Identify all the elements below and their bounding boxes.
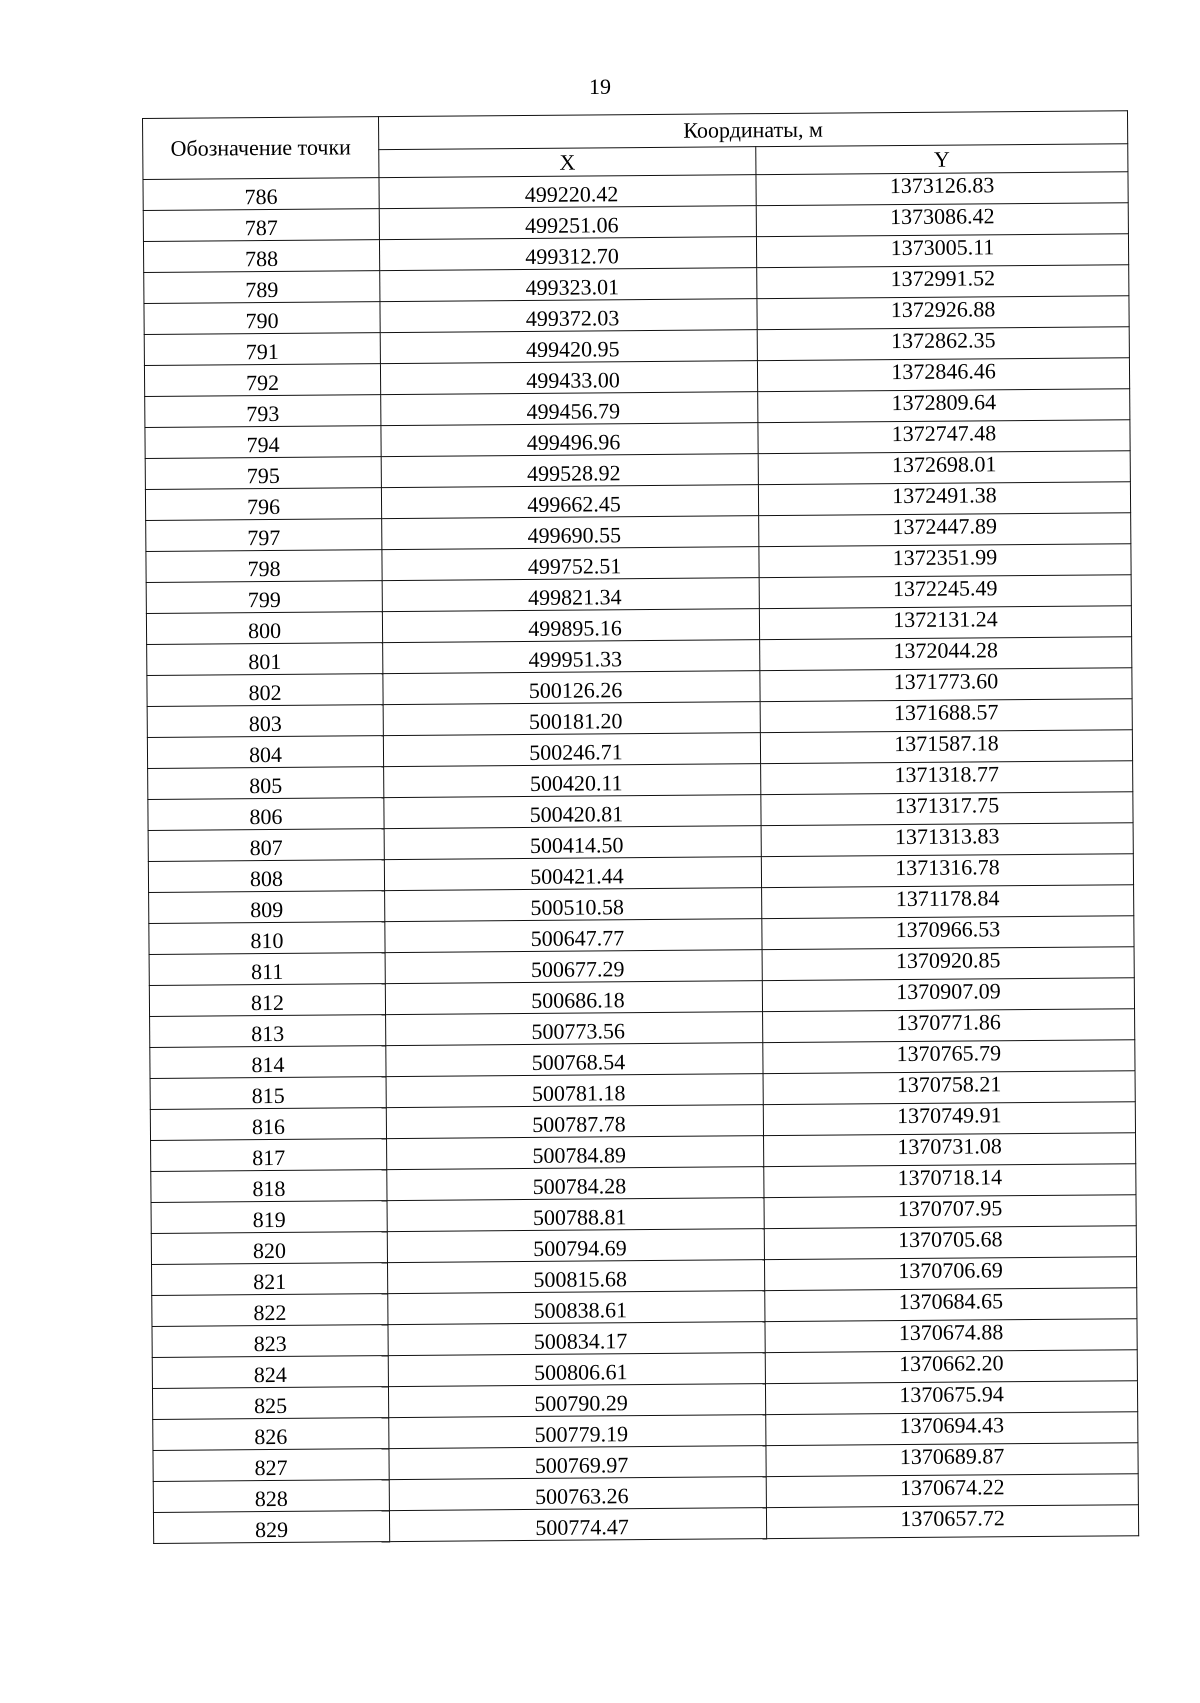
y-header: Y — [756, 144, 1128, 175]
y-coordinate-cell: 1370749.91 — [763, 1102, 1135, 1136]
x-coordinate-cell: 500784.89 — [387, 1136, 764, 1170]
x-coordinate-cell: 500838.61 — [388, 1291, 765, 1325]
y-coordinate-cell: 1370907.09 — [762, 978, 1134, 1012]
y-coordinate-cell: 1370675.94 — [765, 1381, 1137, 1415]
point-cell: 827 — [153, 1449, 389, 1482]
point-cell: 822 — [152, 1294, 388, 1327]
x-coordinate-cell: 500768.54 — [386, 1043, 763, 1077]
x-coordinate-cell: 500784.28 — [387, 1167, 764, 1201]
point-cell: 798 — [146, 550, 382, 583]
point-cell: 820 — [151, 1232, 387, 1265]
y-coordinate-cell: 1370706.69 — [764, 1257, 1136, 1291]
point-cell: 828 — [153, 1480, 389, 1513]
point-cell: 812 — [149, 984, 385, 1017]
y-coordinate-cell: 1372447.89 — [759, 513, 1131, 547]
y-coordinate-cell: 1372245.49 — [759, 575, 1131, 609]
x-coordinate-cell: 499220.42 — [379, 175, 756, 209]
y-coordinate-cell: 1372044.28 — [760, 637, 1132, 671]
coordinates-table — [142, 110, 1139, 1544]
point-cell: 799 — [146, 581, 382, 614]
y-coordinate-cell: 1370689.87 — [766, 1443, 1138, 1477]
y-coordinate-cell: 1370674.22 — [766, 1474, 1138, 1508]
y-coordinate-cell: 1372747.48 — [758, 420, 1130, 454]
point-cell: 786 — [143, 178, 379, 211]
point-cell: 818 — [151, 1170, 387, 1203]
y-coordinate-cell: 1371317.75 — [761, 792, 1133, 826]
x-coordinate-cell: 500773.56 — [386, 1012, 763, 1046]
x-coordinate-cell: 499251.06 — [379, 206, 756, 240]
x-coordinate-cell: 499951.33 — [383, 640, 760, 674]
y-coordinate-cell: 1371313.83 — [761, 823, 1133, 857]
y-coordinate-cell: 1370731.08 — [764, 1133, 1136, 1167]
point-cell: 826 — [153, 1418, 389, 1451]
y-coordinate-cell: 1372491.38 — [758, 482, 1130, 516]
y-coordinate-cell: 1372926.88 — [757, 296, 1129, 330]
x-coordinate-cell: 500763.26 — [389, 1477, 766, 1511]
table-row — [153, 1505, 1138, 1544]
point-cell: 802 — [147, 674, 383, 707]
y-coordinate-cell: 1372698.01 — [758, 451, 1130, 485]
y-coordinate-cell: 1373005.11 — [756, 234, 1128, 268]
point-cell: 811 — [149, 953, 385, 986]
y-coordinate-cell: 1370694.43 — [766, 1412, 1138, 1446]
point-cell: 793 — [145, 395, 381, 428]
x-coordinate-cell: 500787.78 — [386, 1105, 763, 1139]
x-coordinate-cell: 500510.58 — [385, 888, 762, 922]
y-coordinate-cell: 1372809.64 — [758, 389, 1130, 423]
x-coordinate-cell: 500769.97 — [389, 1446, 766, 1480]
x-coordinate-cell: 500806.61 — [388, 1353, 765, 1387]
y-coordinate-cell: 1372131.24 — [759, 606, 1131, 640]
point-cell: 800 — [146, 612, 382, 645]
y-coordinate-cell: 1370758.21 — [763, 1071, 1135, 1105]
x-coordinate-cell: 500794.69 — [387, 1229, 764, 1263]
x-coordinate-cell: 500647.77 — [385, 919, 762, 953]
page-number: 19 — [589, 74, 611, 99]
x-coordinate-cell: 500788.81 — [387, 1198, 764, 1232]
x-coordinate-cell: 500181.20 — [383, 702, 760, 736]
y-coordinate-cell: 1372862.35 — [757, 327, 1129, 361]
point-cell: 801 — [147, 643, 383, 676]
point-cell: 808 — [148, 860, 384, 893]
y-coordinate-cell: 1370920.85 — [762, 947, 1134, 981]
x-coordinate-cell: 500815.68 — [387, 1260, 764, 1294]
x-coordinate-cell: 500421.44 — [384, 857, 761, 891]
x-header: X — [379, 147, 756, 178]
x-coordinate-cell: 499420.95 — [380, 330, 757, 364]
x-coordinate-cell: 500677.29 — [385, 950, 762, 984]
table-body — [143, 172, 1139, 1544]
point-cell: 795 — [145, 457, 381, 490]
point-designation-header: Обозначение точки — [143, 117, 379, 180]
x-coordinate-cell: 500774.47 — [389, 1508, 766, 1542]
y-coordinate-cell: 1370674.88 — [765, 1319, 1137, 1353]
y-coordinate-cell: 1371316.78 — [761, 854, 1133, 888]
point-cell: 819 — [151, 1201, 387, 1234]
point-cell: 794 — [145, 426, 381, 459]
y-coordinate-cell: 1371178.84 — [762, 885, 1134, 919]
point-cell: 790 — [144, 302, 380, 335]
point-cell: 825 — [152, 1387, 388, 1420]
x-coordinate-cell: 499662.45 — [381, 485, 758, 519]
x-coordinate-cell: 500246.71 — [383, 733, 760, 767]
y-coordinate-cell: 1373126.83 — [756, 172, 1128, 206]
x-coordinate-cell: 500414.50 — [384, 826, 761, 860]
y-coordinate-cell: 1370657.72 — [766, 1505, 1138, 1539]
x-coordinate-cell: 500834.17 — [388, 1322, 765, 1356]
y-coordinate-cell: 1372991.52 — [757, 265, 1129, 299]
point-cell: 821 — [152, 1263, 388, 1296]
y-coordinate-cell: 1370718.14 — [764, 1164, 1136, 1198]
coordinates-header: Координаты, м — [378, 111, 1127, 150]
y-coordinate-cell: 1372846.46 — [757, 358, 1129, 392]
point-cell: 797 — [146, 519, 382, 552]
x-coordinate-cell: 499528.92 — [381, 454, 758, 488]
y-coordinate-cell: 1370684.65 — [765, 1288, 1137, 1322]
y-coordinate-cell: 1370705.68 — [764, 1226, 1136, 1260]
y-coordinate-cell: 1370771.86 — [763, 1009, 1135, 1043]
y-coordinate-cell: 1371318.77 — [761, 761, 1133, 795]
point-cell: 789 — [144, 271, 380, 304]
y-coordinate-cell: 1370966.53 — [762, 916, 1134, 950]
point-cell: 792 — [144, 364, 380, 397]
x-coordinate-cell: 499895.16 — [382, 609, 759, 643]
point-cell: 809 — [149, 891, 385, 924]
point-cell: 810 — [149, 922, 385, 955]
y-coordinate-cell: 1370707.95 — [764, 1195, 1136, 1229]
y-coordinate-cell: 1370765.79 — [763, 1040, 1135, 1074]
point-cell: 806 — [148, 798, 384, 831]
coordinates-table-wrapper — [142, 110, 1138, 1544]
point-cell: 814 — [150, 1046, 386, 1079]
point-cell: 807 — [148, 829, 384, 862]
point-cell: 816 — [150, 1108, 386, 1141]
x-coordinate-cell: 500779.19 — [389, 1415, 766, 1449]
y-coordinate-cell: 1371587.18 — [760, 730, 1132, 764]
point-cell: 815 — [150, 1077, 386, 1110]
x-coordinate-cell: 499496.96 — [381, 423, 758, 457]
point-cell: 823 — [152, 1325, 388, 1358]
y-coordinate-cell: 1373086.42 — [756, 203, 1128, 237]
x-coordinate-cell: 500790.29 — [388, 1384, 765, 1418]
x-coordinate-cell: 500781.18 — [386, 1074, 763, 1108]
x-coordinate-cell: 499372.03 — [380, 299, 757, 333]
point-cell: 804 — [147, 736, 383, 769]
x-coordinate-cell: 499323.01 — [380, 268, 757, 302]
x-coordinate-cell: 500420.81 — [384, 795, 761, 829]
x-coordinate-cell: 500420.11 — [384, 764, 761, 798]
x-coordinate-cell: 500686.18 — [385, 981, 762, 1015]
y-coordinate-cell: 1371688.57 — [760, 699, 1132, 733]
point-cell: 817 — [151, 1139, 387, 1172]
point-cell: 788 — [143, 240, 379, 273]
point-cell: 805 — [148, 767, 384, 800]
x-coordinate-cell: 500126.26 — [383, 671, 760, 705]
point-cell: 829 — [153, 1511, 389, 1544]
x-coordinate-cell: 499456.79 — [381, 392, 758, 426]
x-coordinate-cell: 499752.51 — [382, 547, 759, 581]
point-cell: 803 — [147, 705, 383, 738]
x-coordinate-cell: 499312.70 — [379, 237, 756, 271]
y-coordinate-cell: 1370662.20 — [765, 1350, 1137, 1384]
point-cell: 813 — [150, 1015, 386, 1048]
table-header — [143, 111, 1128, 180]
point-cell: 824 — [152, 1356, 388, 1389]
y-coordinate-cell: 1371773.60 — [760, 668, 1132, 702]
point-cell: 796 — [145, 488, 381, 521]
x-coordinate-cell: 499821.34 — [382, 578, 759, 612]
x-coordinate-cell: 499690.55 — [382, 516, 759, 550]
y-coordinate-cell: 1372351.99 — [759, 544, 1131, 578]
x-coordinate-cell: 499433.00 — [380, 361, 757, 395]
point-cell: 787 — [143, 209, 379, 242]
point-cell: 791 — [144, 333, 380, 366]
